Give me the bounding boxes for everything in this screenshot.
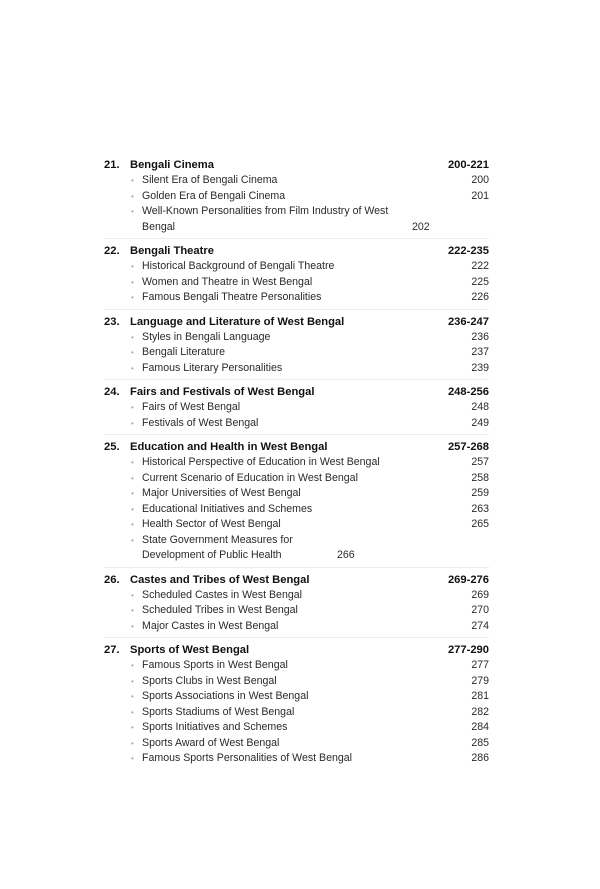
toc-chapter bbox=[104, 309, 489, 380]
bullet-icon: • bbox=[131, 403, 134, 412]
topic-item[interactable] bbox=[104, 189, 489, 205]
topic-item[interactable] bbox=[104, 290, 489, 306]
topic-title: Famous Literary Personalities bbox=[142, 361, 283, 374]
chapter-number: 26. bbox=[104, 573, 120, 586]
bullet-icon: • bbox=[131, 191, 134, 201]
bullet-icon: • bbox=[131, 293, 134, 302]
topic-page: 237 bbox=[471, 346, 489, 358]
chapter-page-range: 222-235 bbox=[447, 245, 489, 257]
bullet-icon: • bbox=[131, 262, 134, 271]
topic-title: Current Scenario of Education in West Bengal bbox=[142, 471, 358, 484]
topic-item[interactable] bbox=[104, 416, 489, 432]
chapter-title: Castes and Tribes of West Bengal bbox=[130, 573, 310, 586]
topic-title: Historical Background of Bengali Theatre bbox=[142, 260, 335, 272]
bullet-icon: • bbox=[131, 661, 134, 670]
toc-chapter bbox=[104, 637, 489, 770]
topic-list bbox=[104, 173, 489, 235]
chapter-title: Education and Health in West Bengal bbox=[130, 441, 328, 453]
topic-item[interactable] bbox=[104, 455, 489, 471]
topic-list bbox=[104, 259, 489, 306]
topic-title: Major Universities of West Bengal bbox=[142, 487, 301, 499]
chapter-number: 25. bbox=[104, 441, 120, 453]
chapter-number: 21. bbox=[104, 159, 120, 171]
chapter-number: 23. bbox=[104, 315, 120, 328]
chapter-page-range: 277-290 bbox=[447, 644, 489, 656]
toc-chapter bbox=[104, 379, 489, 434]
topic-title: Major Castes in West Bengal bbox=[142, 619, 279, 632]
topic-page: 200 bbox=[471, 174, 489, 186]
topic-page: 265 bbox=[471, 518, 489, 530]
topic-item[interactable] bbox=[104, 603, 489, 619]
bullet-icon: • bbox=[131, 606, 134, 615]
topic-page: 249 bbox=[471, 416, 489, 429]
topic-title: Famous Sports Personalities of West Bengal bbox=[142, 752, 353, 764]
topic-title: Health Sector of West Bengal bbox=[142, 518, 281, 530]
topic-page: 201 bbox=[471, 189, 489, 202]
topic-page: 226 bbox=[471, 291, 489, 303]
topic-title: Festivals of West Bengal bbox=[142, 416, 259, 429]
toc-chapter bbox=[104, 567, 489, 638]
chapter-heading[interactable] bbox=[104, 243, 489, 259]
topic-page: 270 bbox=[471, 604, 489, 616]
topic-item[interactable] bbox=[104, 533, 489, 564]
topic-item[interactable] bbox=[104, 588, 489, 604]
chapter-heading[interactable] bbox=[104, 642, 489, 658]
chapter-title: Sports of West Bengal bbox=[130, 644, 250, 656]
chapter-number: 22. bbox=[104, 245, 120, 257]
topic-page: 202 bbox=[412, 220, 430, 233]
topic-title: Bengali Literature bbox=[142, 346, 226, 358]
topic-title: Sports Clubs in West Bengal bbox=[142, 674, 277, 687]
topic-page: 225 bbox=[471, 275, 489, 288]
chapter-title: Fairs and Festivals of West Bengal bbox=[130, 386, 315, 398]
topic-page: 263 bbox=[471, 502, 489, 515]
topic-item[interactable] bbox=[104, 486, 489, 502]
bullet-icon: • bbox=[131, 489, 134, 498]
chapter-page-range: 200-221 bbox=[447, 159, 489, 171]
topic-page: 284 bbox=[471, 721, 489, 733]
topic-item[interactable] bbox=[104, 751, 489, 767]
bullet-icon: • bbox=[131, 707, 134, 717]
bullet-icon: • bbox=[131, 332, 134, 342]
chapter-heading[interactable] bbox=[104, 314, 489, 330]
topic-title: Famous Sports in West Bengal bbox=[142, 659, 288, 671]
table-of-contents bbox=[104, 153, 489, 770]
topic-item[interactable] bbox=[104, 517, 489, 533]
bullet-icon: • bbox=[131, 676, 134, 686]
bullet-icon: • bbox=[131, 535, 134, 545]
topic-title: Educational Initiatives and Schemes bbox=[142, 502, 313, 515]
topic-item[interactable] bbox=[104, 736, 489, 752]
topic-title: Golden Era of Bengali Cinema bbox=[142, 189, 286, 202]
topic-list bbox=[104, 400, 489, 431]
bullet-icon: • bbox=[131, 723, 134, 732]
bullet-icon: • bbox=[131, 348, 134, 357]
bullet-icon: • bbox=[131, 473, 134, 483]
chapter-title: Bengali Cinema bbox=[130, 159, 214, 171]
topic-title: Sports Award of West Bengal bbox=[142, 736, 280, 749]
toc-chapter bbox=[104, 238, 489, 309]
topic-page: 274 bbox=[471, 619, 489, 632]
topic-item[interactable] bbox=[104, 400, 489, 416]
topic-list bbox=[104, 455, 489, 564]
topic-page: 269 bbox=[471, 588, 489, 601]
topic-list bbox=[104, 658, 489, 767]
topic-item[interactable] bbox=[104, 275, 489, 291]
bullet-icon: • bbox=[131, 504, 134, 514]
chapter-heading[interactable] bbox=[104, 157, 489, 173]
bullet-icon: • bbox=[131, 692, 134, 701]
topic-title: Sports Initiatives and Schemes bbox=[142, 721, 288, 733]
topic-page: 266 bbox=[337, 549, 355, 561]
topic-title: Styles in Bengali Language bbox=[142, 330, 271, 343]
toc-chapter bbox=[104, 434, 489, 567]
topic-page: 236 bbox=[471, 330, 489, 343]
bullet-icon: • bbox=[131, 277, 134, 287]
topic-item[interactable] bbox=[104, 471, 489, 487]
bullet-icon: • bbox=[131, 363, 134, 373]
topic-title: Well-Known Personalities from Film Industry of West Bengal bbox=[142, 205, 389, 233]
topic-title: Scheduled Castes in West Bengal bbox=[142, 588, 302, 601]
topic-item[interactable] bbox=[104, 705, 489, 721]
topic-item[interactable] bbox=[104, 720, 489, 736]
topic-page: 222 bbox=[471, 260, 489, 272]
topic-title: Silent Era of Bengali Cinema bbox=[142, 174, 278, 186]
topic-page: 281 bbox=[471, 690, 489, 702]
chapter-page-range: 269-276 bbox=[447, 573, 489, 586]
bullet-icon: • bbox=[131, 418, 134, 428]
chapter-heading[interactable] bbox=[104, 384, 489, 400]
chapter-number: 24. bbox=[104, 386, 120, 398]
chapter-page-range: 257-268 bbox=[447, 441, 489, 453]
topic-title: State Government Measures for Development of Public Health bbox=[142, 533, 293, 561]
topic-page: 257 bbox=[471, 456, 489, 468]
chapter-heading[interactable] bbox=[104, 572, 489, 588]
topic-page: 277 bbox=[471, 659, 489, 671]
chapter-number: 27. bbox=[104, 644, 120, 656]
topic-title: Famous Bengali Theatre Personalities bbox=[142, 291, 322, 303]
topic-list bbox=[104, 588, 489, 635]
topic-item[interactable] bbox=[104, 689, 489, 705]
topic-item[interactable] bbox=[104, 502, 489, 518]
bullet-icon: • bbox=[131, 621, 134, 631]
topic-page: 259 bbox=[471, 487, 489, 499]
topic-item[interactable] bbox=[104, 259, 489, 275]
topic-title: Women and Theatre in West Bengal bbox=[142, 275, 313, 288]
topic-title: Scheduled Tribes in West Bengal bbox=[142, 604, 298, 616]
chapter-heading[interactable] bbox=[104, 439, 489, 455]
topic-page: 248 bbox=[471, 401, 489, 413]
topic-title: Sports Associations in West Bengal bbox=[142, 690, 309, 702]
chapter-page-range: 248-256 bbox=[447, 386, 489, 398]
topic-page: 239 bbox=[471, 361, 489, 374]
topic-item[interactable] bbox=[104, 619, 489, 635]
chapter-page-range: 236-247 bbox=[447, 315, 489, 328]
topic-page: 258 bbox=[471, 471, 489, 484]
topic-title: Fairs of West Bengal bbox=[142, 401, 241, 413]
bullet-icon: • bbox=[131, 458, 134, 467]
topic-list bbox=[104, 330, 489, 377]
topic-page: 282 bbox=[471, 705, 489, 718]
topic-item[interactable] bbox=[104, 330, 489, 346]
bullet-icon: • bbox=[131, 754, 134, 763]
topic-title: Sports Stadiums of West Bengal bbox=[142, 705, 295, 718]
topic-page: 286 bbox=[471, 752, 489, 764]
topic-page: 285 bbox=[471, 736, 489, 749]
topic-item[interactable] bbox=[104, 658, 489, 674]
topic-page: 279 bbox=[471, 674, 489, 687]
chapter-title: Language and Literature of West Bengal bbox=[130, 315, 345, 328]
topic-item[interactable] bbox=[104, 173, 489, 189]
bullet-icon: • bbox=[131, 520, 134, 529]
toc-chapter bbox=[104, 153, 489, 238]
bullet-icon: • bbox=[131, 176, 134, 185]
topic-item[interactable] bbox=[104, 345, 489, 361]
topic-item[interactable] bbox=[104, 361, 489, 377]
chapter-title: Bengali Theatre bbox=[130, 245, 214, 257]
bullet-icon: • bbox=[131, 590, 134, 600]
bullet-icon: • bbox=[131, 738, 134, 748]
topic-item[interactable] bbox=[104, 674, 489, 690]
bullet-icon: • bbox=[131, 207, 134, 216]
topic-item[interactable] bbox=[104, 204, 489, 235]
topic-title: Historical Perspective of Education in West Bengal bbox=[142, 456, 380, 468]
